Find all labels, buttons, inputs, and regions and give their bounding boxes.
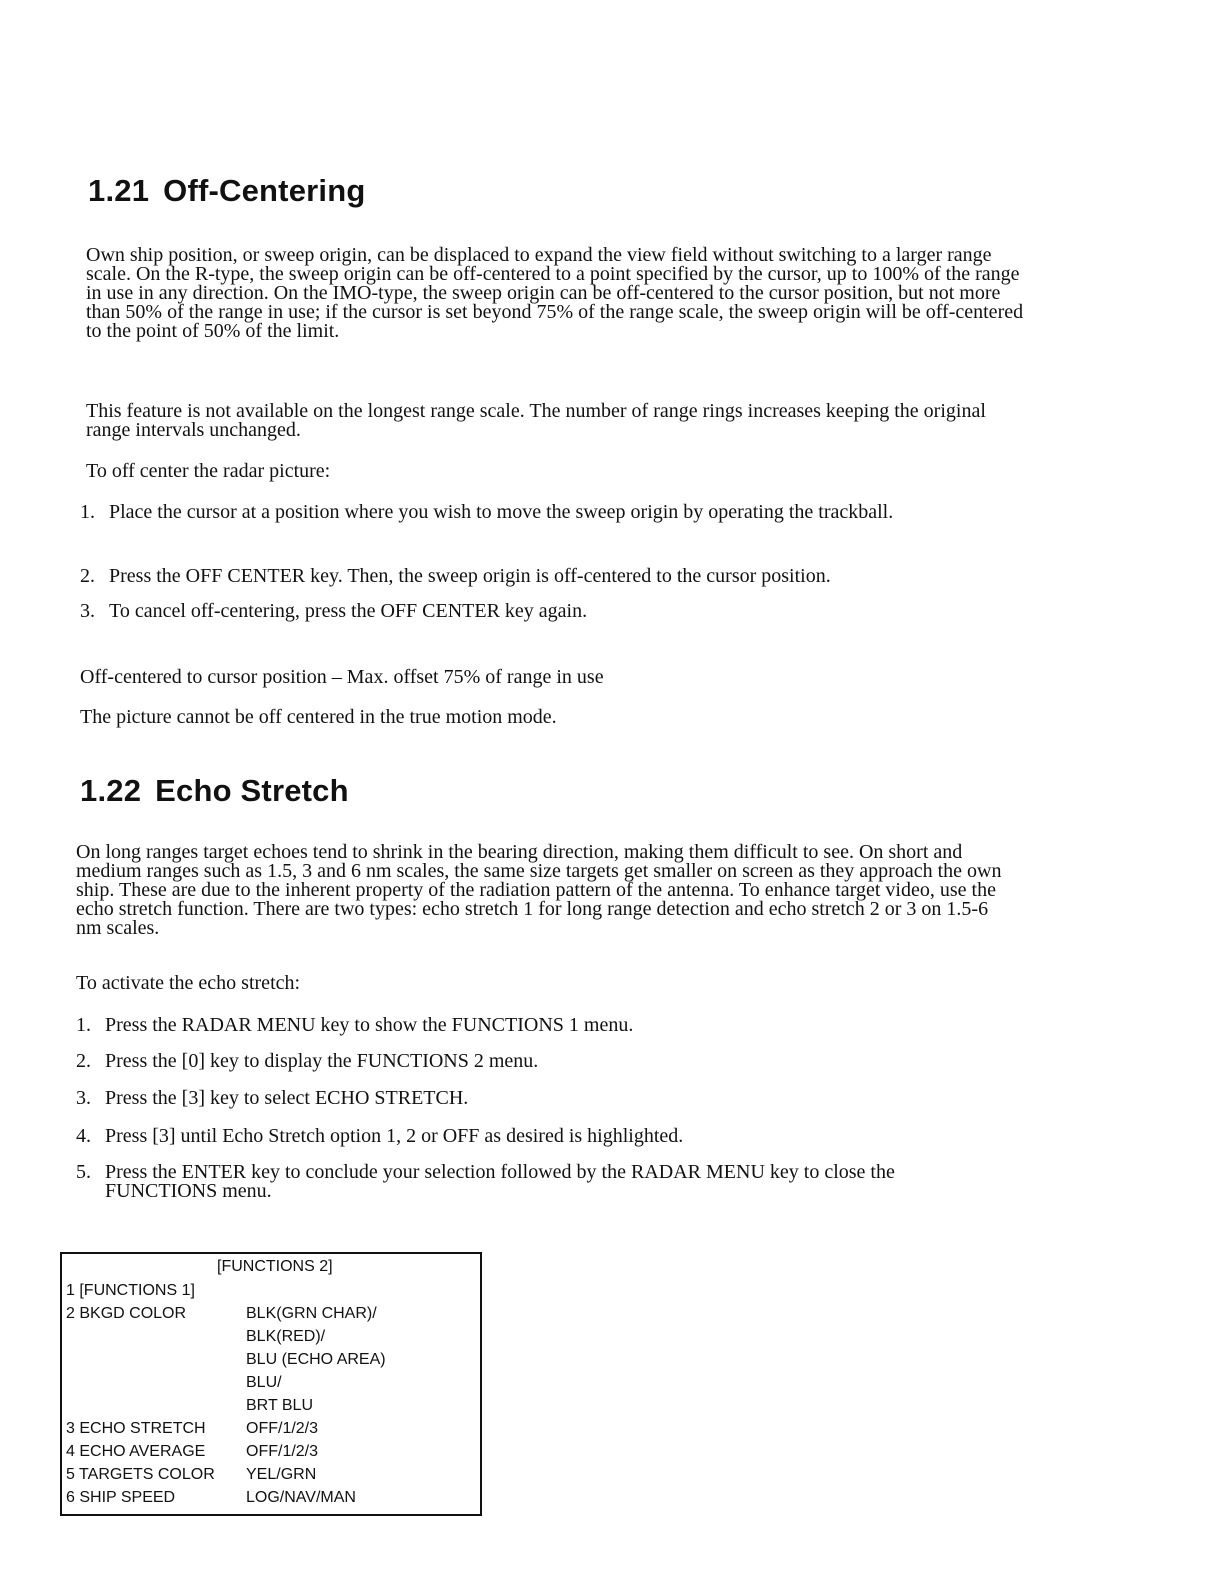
step-text: Press the [0] key to display the FUNCTIONS 2 menu. [105,1050,539,1072]
echo-stretch-step [76,1127,976,1146]
menu-row-label: 5 TARGETS COLOR [66,1466,215,1483]
echo-stretch-step [76,1016,976,1035]
section-heading-echo-stretch [80,773,349,809]
menu-row-value: YEL/GRN [246,1466,317,1483]
off-centering-step [80,503,980,522]
menu-row-value: BLK(RED)/ [246,1328,326,1345]
step-number: 3. [80,600,95,622]
menu-row-value: BLK(GRN CHAR)/ [246,1305,377,1322]
off-centering-intro: To off center the radar picture: [86,460,331,482]
menu-row-label: 1 [FUNCTIONS 1] [66,1282,195,1299]
off-centering-availability-paragraph: This feature is not available on the longest range scale. The number of range rings increases keeping the original range intervals unchanged. [86,400,986,441]
off-centering-note: Off-centered to cursor position – Max. offset 75% of range in use [80,666,604,688]
step-number: 3. [76,1087,91,1109]
step-text: Place the cursor at a position where you wish to move the sweep origin by operating the trackball. [109,501,894,523]
step-text: Press the ENTER key to conclude your selection followed by the RADAR MENU key to close the FUNCTIONS menu. [105,1161,895,1202]
step-number: 2. [76,1050,91,1072]
menu-row-label: 4 ECHO AVERAGE [66,1443,206,1460]
echo-stretch-step [76,1163,976,1201]
off-centering-paragraph: Own ship position, or sweep origin, can be displaced to expand the view field without switching to a larger range scale. On the R-type, the sweep origin can be off-centered to a point specified by the cursor, up to 100% of the range in use in any direction. On the IMO-type, the sweep origin can be off-centered to the cursor position, but not more than 50% of the range in use; if the cursor is set beyond 75% of the range scale, the sweep origin will be off-centered to the point of 50% of the limit. [86,244,1024,342]
menu-row-label: 3 ECHO STRETCH [66,1420,206,1437]
section-title: Echo Stretch [155,773,349,808]
menu-title: [FUNCTIONS 2] [217,1258,333,1275]
section-heading-off-centering [88,173,366,209]
step-number: 1. [76,1014,91,1036]
menu-row-value: LOG/NAV/MAN [246,1489,356,1506]
off-centering-step [80,567,980,586]
section-number: 1.21 [88,173,150,208]
echo-stretch-step [76,1052,976,1071]
echo-stretch-paragraph: On long ranges target echoes tend to shrink in the bearing direction, making them difficult to see. On short and medium ranges such as 1.5, 3 and 6 nm scales, the same size targets get smaller on screen as they approach the own ship. These are due to the inherent property of the radiation pattern of the antenna. To enhance target video, use the echo stretch function. There are two types: echo stretch 1 for long range detection and echo stretch 2 or 3 on 1.5-6 nm scales. [76,841,1002,939]
menu-row-value: OFF/1/2/3 [246,1420,319,1437]
menu-row-value: BLU (ECHO AREA) [246,1351,386,1368]
menu-row-value: BLU/ [246,1374,282,1391]
menu-row-label: 2 BKGD COLOR [66,1305,187,1322]
echo-stretch-intro: To activate the echo stretch: [76,972,301,994]
step-number: 1. [80,501,95,523]
off-centering-step [80,602,980,621]
menu-row-value: BRT BLU [246,1397,313,1414]
section-number: 1.22 [80,773,142,808]
section-title: Off-Centering [163,173,366,208]
functions-2-menu-figure [60,1252,482,1516]
step-number: 5. [76,1161,91,1183]
step-number: 2. [80,565,95,587]
menu-row-label: 6 SHIP SPEED [66,1489,176,1506]
step-text: Press [3] until Echo Stretch option 1, 2 or OFF as desired is highlighted. [105,1125,684,1147]
step-text: To cancel off-centering, press the OFF CENTER key again. [109,600,588,622]
step-text: Press the [3] key to select ECHO STRETCH. [105,1087,469,1109]
step-text: Press the OFF CENTER key. Then, the sweep origin is off-centered to the cursor position. [109,565,831,587]
menu-row-value: OFF/1/2/3 [246,1443,319,1460]
step-number: 4. [76,1125,91,1147]
step-text: Press the RADAR MENU key to show the FUNCTIONS 1 menu. [105,1014,634,1036]
true-motion-note: The picture cannot be off centered in the true motion mode. [80,706,557,728]
echo-stretch-step [76,1089,976,1108]
